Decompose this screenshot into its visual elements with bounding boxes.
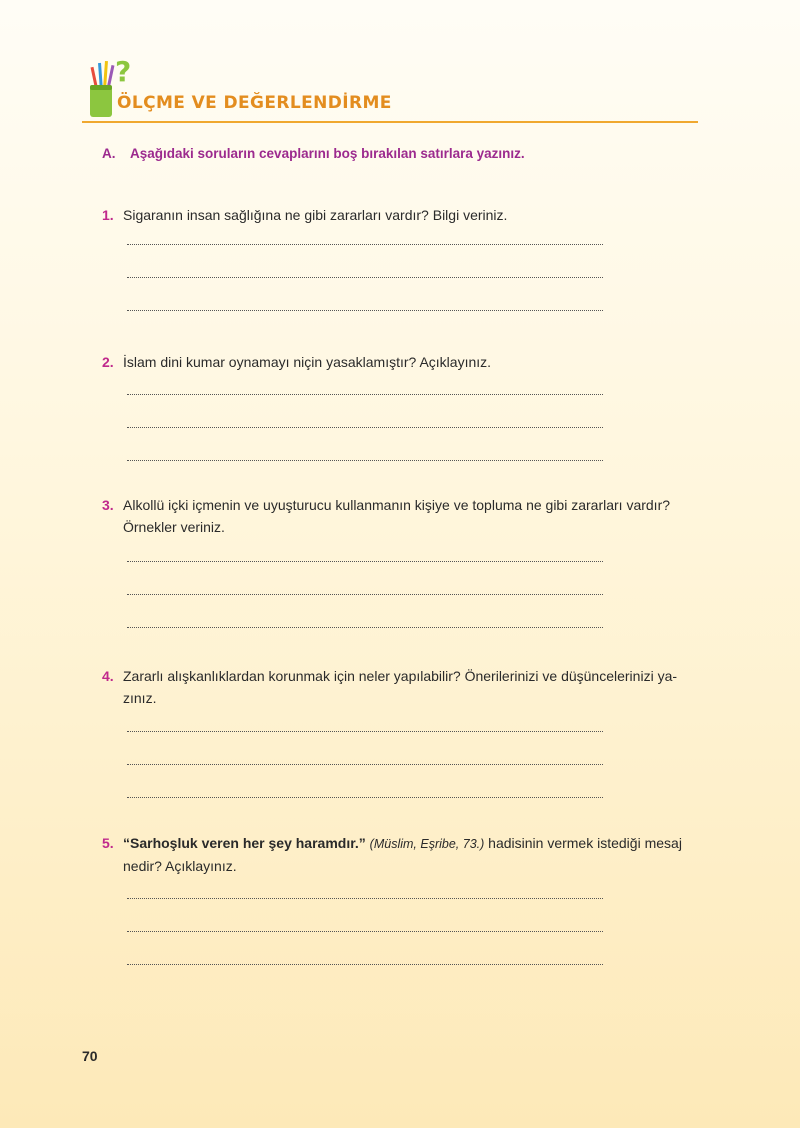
answer-line[interactable] [127, 594, 603, 595]
instruction-text: Aşağıdaki soruların cevaplarını boş bırakılan satırlara yazınız. [130, 146, 525, 161]
question-text: İslam dini kumar oynamayı niçin yasaklamıştır? Açıklayınız. [123, 354, 492, 370]
answer-line[interactable] [127, 627, 603, 628]
answer-line[interactable] [127, 931, 603, 932]
question-number: 5. [102, 835, 114, 851]
hadith-citation: (Müslim, Eşribe, 73.) [369, 837, 485, 851]
hadith-quote: “Sarhoşluk veren her şey haramdır.” [123, 835, 366, 851]
question-number: 1. [102, 207, 114, 223]
question-number: 4. [102, 668, 114, 684]
section-header [82, 55, 698, 125]
question-text-line-1: Zararlı alışkanlıklardan korunmak için neler yapılabilir? Önerilerinizi ve düşüncelerinizi ya- [123, 668, 678, 684]
answer-line[interactable] [127, 764, 603, 765]
question-text-line-1: Alkollü içki içmenin ve uyuşturucu kullanmanın kişiye ve topluma ne gibi zararları vardır? [123, 497, 671, 513]
header-divider [82, 121, 698, 123]
question-4 [102, 665, 702, 709]
answer-line[interactable] [127, 898, 603, 899]
answer-line[interactable] [127, 427, 603, 428]
question-1 [102, 204, 702, 226]
page-number: 70 [82, 1048, 98, 1064]
answer-line[interactable] [127, 394, 603, 395]
answer-line[interactable] [127, 561, 603, 562]
question-text: Sigaranın insan sağlığına ne gibi zararları vardır? Bilgi veriniz. [123, 207, 508, 223]
answer-line[interactable] [127, 244, 603, 245]
answer-line[interactable] [127, 731, 603, 732]
answer-line[interactable] [127, 797, 603, 798]
question-text-rest: hadisinin vermek istediği mesaj [488, 835, 682, 851]
answer-line[interactable] [127, 460, 603, 461]
instruction-letter: A. [102, 146, 116, 161]
answer-line[interactable] [127, 310, 603, 311]
answer-line[interactable] [127, 964, 603, 965]
question-number: 3. [102, 497, 114, 513]
question-number: 2. [102, 354, 114, 370]
instruction [102, 146, 525, 161]
question-3 [102, 494, 702, 538]
question-text-line-2: Örnekler veriniz. [123, 519, 225, 535]
svg-text:?: ? [115, 55, 132, 88]
question-2 [102, 351, 702, 373]
question-text-line-2: nedir? Açıklayınız. [123, 858, 237, 874]
question-text-line-2: zınız. [123, 690, 157, 706]
answer-line[interactable] [127, 277, 603, 278]
section-title: ÖLÇME VE DEĞERLENDİRME [117, 93, 392, 113]
question-text-line-1 [123, 832, 702, 855]
question-5 [102, 832, 702, 877]
